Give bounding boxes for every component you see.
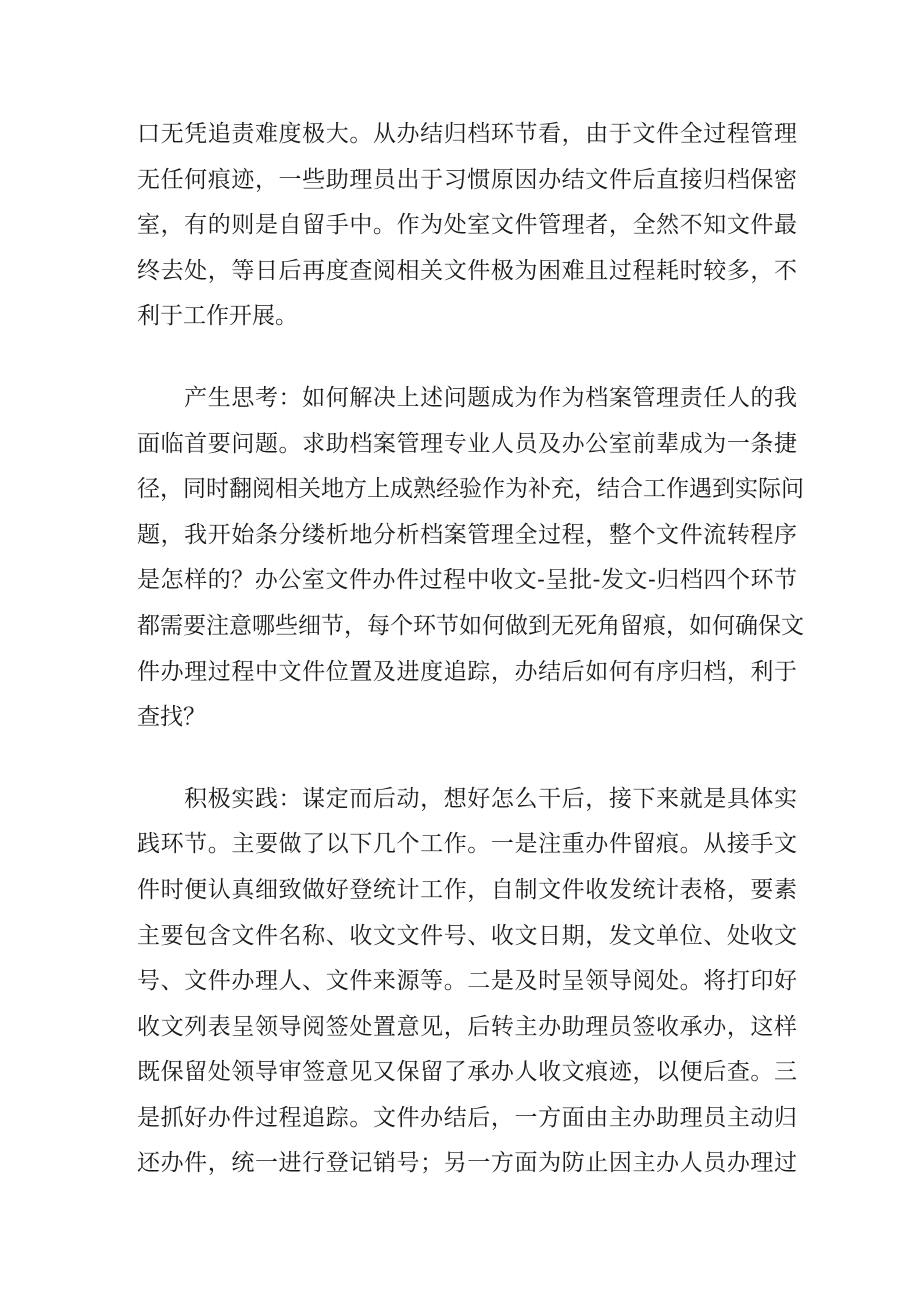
text-line: 无任何痕迹，一些助理员出于习惯原因办结文件后直接归档保密 [137,166,797,193]
text-line: 积极实践：谋定而后动，想好怎么干后，接下来就是具体实 [137,785,797,812]
text-line: 终去处，等日后再度查阅相关文件极为困难且过程耗时较多，不 [137,257,797,284]
text-line: 题，我开始条分缕析地分析档案管理全过程，整个文件流转程序 [137,521,797,548]
text-line: 利于工作开展。 [137,303,298,330]
text-line: 口无凭追责难度极大。从办结归档环节看，由于文件全过程管理 [137,121,797,147]
text-line: 既保留处领导审签意见又保留了承办人收文痕迹，以便后查。三 [137,1059,797,1086]
text-line: 还办件，统一进行登记销号；另一方面为防止因主办人员办理过 [137,1150,797,1177]
text-line: 都需要注意哪些细节，每个环节如何做到无死角留痕，如何确保文 [137,612,804,639]
text-line: 件时便认真细致做好登统计工作，自制文件收发统计表格，要素 [137,876,797,903]
paragraph-1 [137,112,797,340]
text-line: 是怎样的？办公室文件办件过程中收文-呈批-发文-归档四个环节 [137,567,797,594]
text-line: 径，同时翻阅相关地方上成熟经验作为补充，结合工作遇到实际问 [137,476,804,503]
text-line: 主要包含文件名称、收文文件号、收文日期，发文单位、处收文 [137,922,797,949]
text-line: 是抓好办件过程追踪。文件办结后，一方面由主办助理员主动归 [137,1104,797,1131]
text-line: 室，有的则是自留手中。作为处室文件管理者，全然不知文件最 [137,212,797,239]
text-line: 产生思考：如何解决上述问题成为作为档案管理责任人的我 [137,384,797,411]
text-line: 号、文件办理人、文件来源等。二是及时呈领导阅处。将打印好 [137,968,797,995]
text-line: 查找？ [137,704,206,731]
text-line: 件办理过程中文件位置及进度追踪，办结后如何有序归档，利于 [137,658,797,685]
text-line: 面临首要问题。求助档案管理专业人员及办公室前辈成为一条捷 [137,430,797,457]
paragraph-3 [137,777,797,1187]
text-line: 收文列表呈领导阅签处置意见，后转主办助理员签收承办，这样 [137,1013,797,1040]
paragraph-2 [137,376,804,741]
text-line: 践环节。主要做了以下几个工作。一是注重办件留痕。从接手文 [137,831,797,858]
document-body [137,112,804,1223]
